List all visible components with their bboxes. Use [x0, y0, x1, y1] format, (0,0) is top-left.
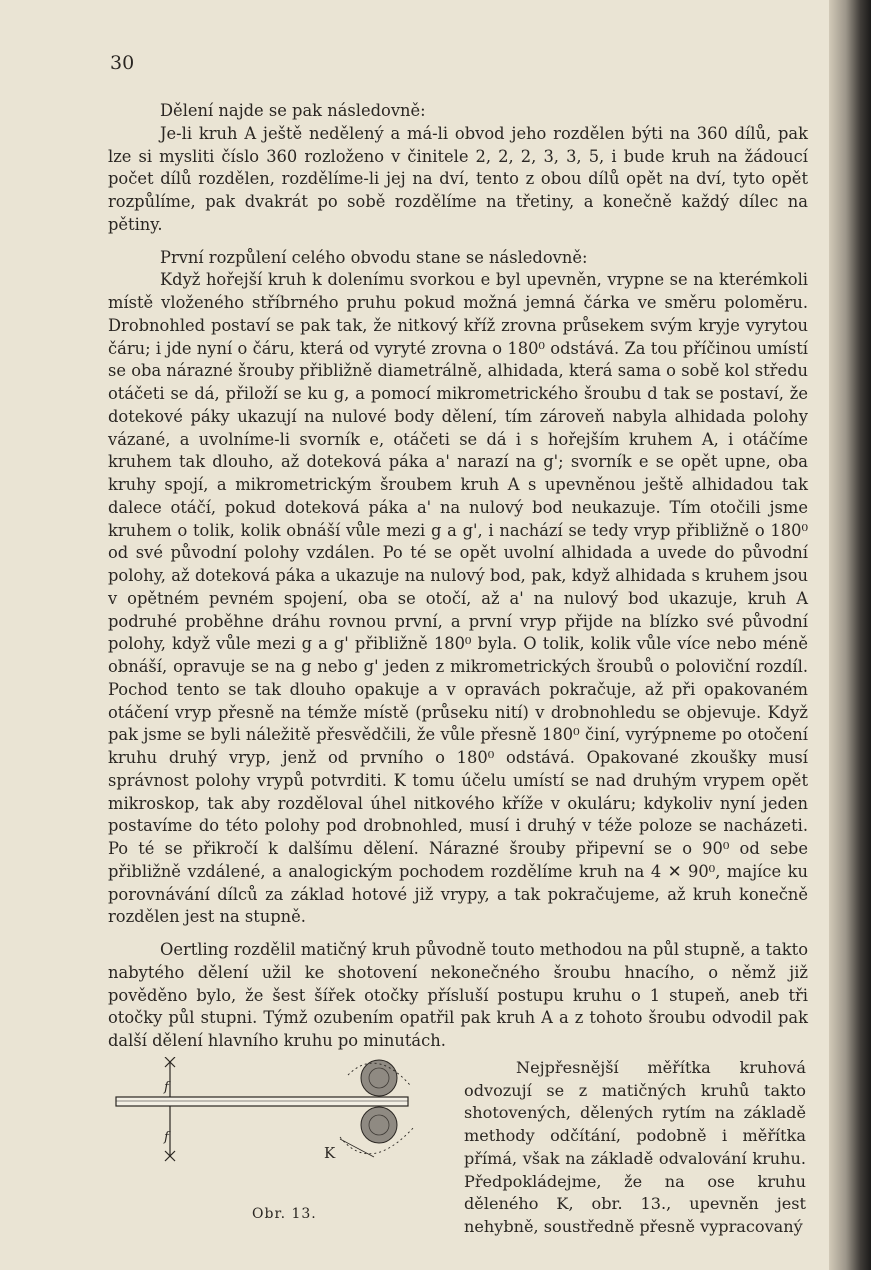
figure-section [108, 1057, 808, 1235]
paragraph: Když hořejší kruh k dolenímu svorkou e byl upevněn, vrypne se na kterémkoli místě vloženého stříbrného pruhu pokud možná jemná čárka ve směru poloměru. Drobnohled postaví se pak tak, že nitkový kříž zrovna průsekem svým kryje vyrytou čáru; i jde nyní o čáru, která od vyryté zrovna o 180⁰ odstává. Za tou příčinou umístí se oba nárazné šrouby přibližně diametrálně, alhidada, která sama o sobě kol středu otáčeti se dá, přiloží se ku g, a pomocí mikrometrického šroubu d tak se postaví, že dotekové páky ukazují na nulové body dělení, tím zároveň nabyla alhidada polohy vázané, a uvolníme-li svorník e, otáčeti se dá i s hořejším kruhem A, i otáčíme kruhem tak dlouho, až doteková páka a' narazí na g'; svorník e se opět upne, oba kruhy spojí, a mikrometrickým šroubem kruh A s upevněnou ještě alhidadou tak dalece otáčí, pokud doteková páka a' na nulový bod neukazuje. Tím otočili jsme kruhem o tolik, kolik obnáší vůle mezi g a g', i nachází se tedy vryp přibližně o 180⁰ od své původní polohy vzdálen. Po té se opět uvolní alhidada a uvede do původní polohy, až doteková páka a ukazuje na nulový bod, pak, když alhidada s kruhem jsou v opětném pevném spojení, oba se otočí, až a' na nulový bod ukazuje, kruh A podruhé proběhne dráhu rovnou první, a první vryp přijde na blízko své původní polohy, když vůle mezi g a g' přibližně 180⁰ byla. O tolik, kolik vůle více nebo méně obnáší, opravuje se na g nebo g' jeden z mikrometrických šroubů o poloviční rozdíl. Pochod tento se tak dlouho opakuje a v opravách pokračuje, až při opakovaném otáčení vryp přesně na témže místě (průseku nití) v drobnohledu se objevuje. Když pak jsme se byli náležitě přesvědčili, že vůle přesně 180⁰ činí, vyrýpneme po otočení kruhu druhý vryp, jenž od prvního o 180⁰ odstává. Opakované zkoušky musí správnost polohy vrypů potvrditi. K tomu účelu umístí se nad druhým vrypem opět mikroskop, tak aby rozděloval úhel nitkového kříže v okuláru; kdykoliv nyní jeden postavíme do této polohy pod drobnohled, musí i druhý v téže poloze se nacházeti. Po té se přikročí k dalšímu dělení. Nárazné šrouby připevní se o 90⁰ od sebe přibližně vzdálené, a analogickým pochodem rozdělíme kruh na 4 ✕ 90⁰, majíce ku porovnávání dílců za základ hotové již vrypy, a tak pokračujeme, až kruh konečně rozdělen jest na stupně. [108, 270, 808, 927]
figure-label-k: K [324, 1143, 336, 1162]
figure-label-f-top: f [164, 1079, 169, 1095]
paragraph: Oertling rozdělil matičný kruh původně touto methodou na půl stupně, a takto nabytého dělení užil ke shotovení nekonečného šroubu hnacího, o němž již pověděno bylo, že šest šířek otočky přísluší postupu kruhu o 1 stupeň, aneb tři otočky půl stupni. Týmž ozubením opatřil pak kruh A a z tohoto šroubu odvodil pak další dělení hlavního kruhu po minutách. [108, 940, 808, 1050]
book-spine-shadow [829, 0, 871, 1270]
paragraph: Dělení najde se pak následovně: [160, 101, 426, 120]
page-number: 30 [110, 52, 135, 74]
paragraph: První rozpůlení celého obvodu stane se následovně: [160, 247, 588, 267]
figure-label-f-bottom: f [164, 1129, 169, 1145]
figure-caption: Obr. 13. [252, 1205, 317, 1222]
paragraph: Nejpřesnější měřítka kruhová odvozují se z matičných kruhů takto shotovených, dělených rytím na základě methody odčítání, podobně i měřítka přímá, však na základě odvalování kruhu. Předpokládejme, že na ose kruhu děleného K, obr. 13., upevněn jest nehybně, soustředně přesně vypracovaný [464, 1057, 806, 1236]
wrapped-paragraph [464, 1057, 806, 1239]
paragraph: Je-li kruh A ještě nedělený a má-li obvod jeho rozdělen býti na 360 dílů, pak lze si mysliti číslo 360 rozloženo v činitele 2, 2, 2, 3, 3, 5, i bude kruh na žádoucí počet dílů rozdělen, rozdělíme-li jej na dví, tento z obou dílů opět na dví, tyto opět rozpůlíme, pak dvakrát po sobě rozdělíme na třetiny, a konečně každý dílec na pětiny. [108, 123, 808, 234]
page-body [108, 100, 808, 1235]
